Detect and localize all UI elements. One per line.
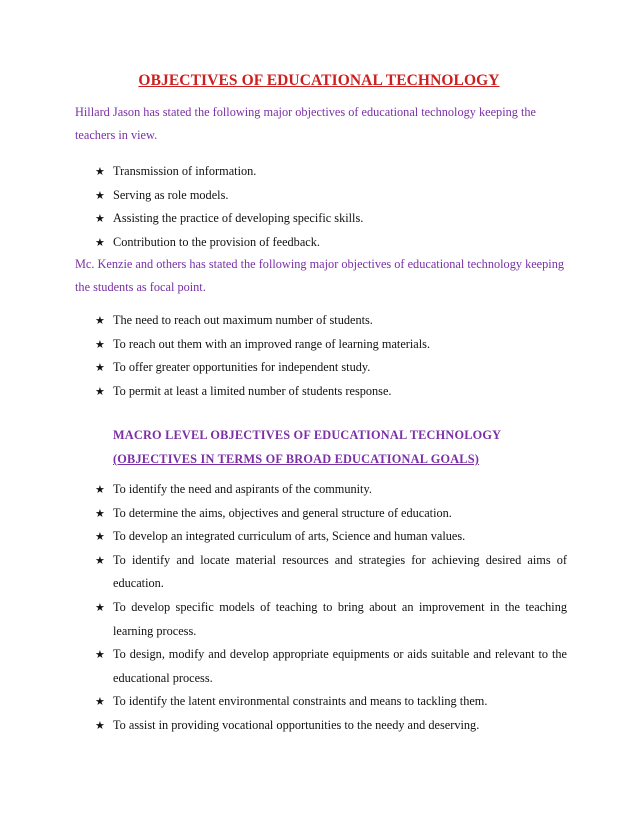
- list-item: [95, 207, 555, 231]
- star-icon: ★: [95, 506, 105, 520]
- list-item-text: Serving as role models.: [113, 187, 229, 202]
- list-item: [95, 596, 567, 643]
- list-item-text: To develop specific models of teaching to bring about an improvement in the teaching learning process.: [113, 599, 567, 638]
- list-item: [95, 231, 555, 255]
- page-title: OBJECTIVES OF EDUCATIONAL TECHNOLOGY: [138, 72, 500, 89]
- list-item: [95, 690, 567, 714]
- section1-list: [95, 160, 555, 254]
- list-item-text: To develop an integrated curriculum of arts, Science and human values.: [113, 529, 466, 544]
- list-item-text: To assist in providing vocational opportunities to the needy and deserving.: [113, 717, 480, 732]
- list-item-text: To reach out them with an improved range of learning materials.: [113, 336, 431, 351]
- star-icon: ★: [95, 648, 105, 662]
- list-item: [95, 643, 567, 690]
- section3-heading: MACRO LEVEL OBJECTIVES OF EDUCATIONAL TECHNOLOGY: [113, 428, 502, 442]
- star-icon: ★: [95, 235, 105, 249]
- list-item: [95, 549, 567, 596]
- section3-list: [95, 478, 567, 738]
- list-item: [95, 309, 555, 333]
- list-item: [95, 160, 555, 184]
- list-item-text: Assisting the practice of developing specific skills.: [113, 211, 364, 226]
- list-item-text: Transmission of information.: [113, 164, 257, 178]
- star-icon: ★: [95, 695, 105, 709]
- list-item: [95, 184, 555, 208]
- star-icon: ★: [95, 553, 105, 567]
- section1-intro: Hillard Jason has stated the following major objectives of educational technology keeping the teachers in view.: [75, 105, 537, 142]
- section2-list: [95, 309, 555, 403]
- star-icon: ★: [95, 600, 105, 614]
- list-item-text: The need to reach out maximum number of students.: [113, 313, 373, 327]
- list-item-text: To determine the aims, objectives and general structure of education.: [113, 505, 452, 520]
- list-item: [95, 356, 555, 380]
- list-item-text: To identify the need and aspirants of the community.: [113, 482, 372, 496]
- star-icon: ★: [95, 188, 105, 202]
- section2-intro: Mc. Kenzie and others has stated the following major objectives of educational technology keeping the students as focal point.: [75, 257, 564, 294]
- list-item-text: To design, modify and develop appropriate equipments or aids suitable and relevant to the educational process.: [113, 647, 567, 685]
- list-item-text: To identify the latent environmental constraints and means to tackling them.: [113, 694, 488, 709]
- list-item-text: To offer greater opportunities for independent study.: [113, 360, 371, 375]
- list-item: [95, 714, 567, 738]
- list-item: [95, 525, 567, 549]
- list-item-text: To permit at least a limited number of students response.: [113, 383, 392, 398]
- star-icon: ★: [95, 530, 105, 544]
- list-item-text: Contribution to the provision of feedback.: [113, 234, 320, 249]
- star-icon: ★: [95, 384, 105, 398]
- list-item: [95, 502, 567, 526]
- star-icon: ★: [95, 337, 105, 351]
- star-icon: ★: [95, 361, 105, 375]
- section3-subheading: (OBJECTIVES IN TERMS OF BROAD EDUCATIONAL GOALS): [113, 452, 480, 466]
- star-icon: ★: [95, 314, 105, 327]
- list-item: [95, 380, 555, 404]
- star-icon: ★: [95, 212, 105, 226]
- star-icon: ★: [95, 483, 105, 496]
- star-icon: ★: [95, 165, 105, 178]
- list-item-text: To identify and locate material resources and strategies for achieving desired aims of education.: [113, 552, 567, 591]
- list-item: [95, 478, 567, 502]
- list-item: [95, 333, 555, 357]
- star-icon: ★: [95, 718, 105, 732]
